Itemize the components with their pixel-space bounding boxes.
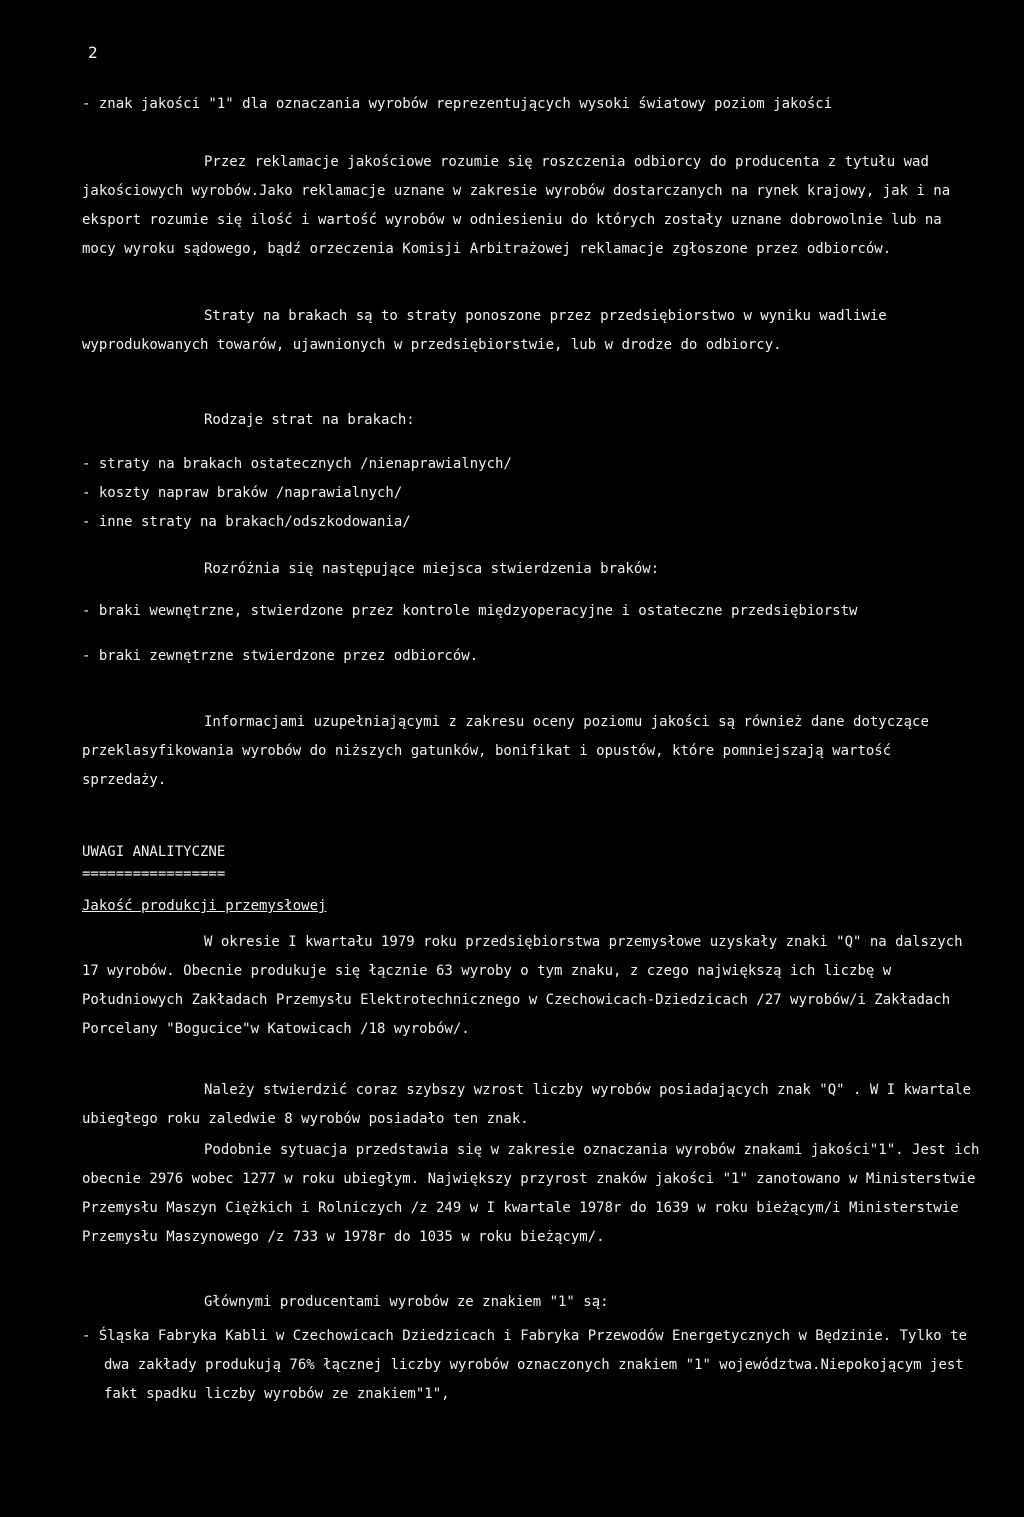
list-item: - koszty napraw braków /naprawialnych/	[82, 485, 403, 501]
paragraph: Należy stwierdzić coraz szybszy wzrost liczby wyrobów posiadających znak "Q" . W I kwartale ubiegłego roku zaledwie 8 wyrobów posiadało ten znak.	[82, 1082, 972, 1127]
list-item: - braki zewnętrzne stwierdzone przez odbiorców.	[82, 648, 479, 664]
list-item: - straty na brakach ostatecznych /nienaprawialnych/	[82, 456, 512, 472]
paragraph: Rozróżnia się następujące miejsca stwierdzenia braków:	[204, 561, 660, 577]
paragraph: Straty na brakach są to straty ponoszone przez przedsiębiorstwo w wyniku wadliwie wyprodukowanych towarów, ujawnionych w przedsiębiorstwie, lub w drodze do odbiorcy.	[82, 308, 887, 353]
subsection-heading	[82, 892, 982, 921]
defect-places-heading-block	[82, 555, 982, 584]
list-item: - braki wewnętrzne, stwierdzone przez kontrole międzyoperacyjne i ostateczne przedsiębiorstw	[82, 603, 858, 619]
section-title-underline: =================	[82, 866, 226, 882]
paragraph-losses	[82, 302, 982, 360]
page-number: 2	[88, 43, 98, 62]
section-title: UWAGI ANALITYCZNE	[82, 844, 226, 860]
producers-list	[82, 1322, 982, 1409]
paragraph: Przez reklamacje jakościowe rozumie się roszczenia odbiorcy do producenta z tytułu wad jakościowych wyrobów.Jako reklamacje uznane w zakresie wyrobów dostarczanych na rynek krajowy, jak i na eksport rozumie się ilość i wartość wyrobów w odniesieniu do których zostały uznane dobrowolnie lub na mocy wyroku sądowego, bądź orzeczenia Komisji Arbitrażowej reklamacje zgłoszone przez odbiorców.	[82, 154, 951, 257]
paragraph: Informacjami uzupełniającymi z zakresu oceny poziomu jakości są również dane dotyczące przeklasyfikowania wyrobów do niższych gatunków, bonifikat i opustów, które pomniejszają wartość sprzedaży.	[82, 714, 929, 788]
paragraph-supplementary	[82, 708, 982, 795]
subsection-title: Jakość produkcji przemysłowej	[82, 898, 327, 914]
paragraph: Rodzaje strat na brakach:	[204, 412, 415, 428]
paragraph-q-growth	[82, 1076, 982, 1134]
paragraph-q-marks	[82, 928, 982, 1044]
section-heading	[82, 841, 982, 885]
list-item: - Śląska Fabryka Kabli w Czechowicach Dziedzicach i Fabryka Przewodów Energetycznych w Będzinie. Tylko te dwa zakłady produkują 76% łącznej liczby wyrobów oznaczonych znakiem "1" województwa.Niepokojącym jest fakt spadku liczby wyrobów ze znakiem"1",	[82, 1328, 968, 1402]
paragraph: W okresie I kwartału 1979 roku przedsiębiorstwa przemysłowe uzyskały znaki "Q" na dalszych 17 wyrobów. Obecnie produkuje się łącznie 63 wyroby o tym znaku, z czego największą ich liczbę w Południowych Zakładach Przemysłu Elektrotechnicznego w Czechowicach-Dziedzicach /27 wyrobów/i Zakładach Porcelany "Bogucice"w Katowicach /18 wyrobów/.	[82, 934, 963, 1037]
defect-places-list	[82, 597, 982, 671]
paragraph: Podobnie sytuacja przedstawia się w zakresie oznaczania wyrobów znakami jakości"1". Jest ich obecnie 2976 wobec 1277 w roku ubiegłym. Największy przyrost znaków jakości "1" zanotowano w Ministerstwie Przemysłu Maszyn Ciężkich i Rolniczych /z 249 w I kwartale 1978r do 1639 w roku bieżącym/i Ministerstwie Przemysłu Maszynowego /z 733 w 1978r do 1035 w roku bieżącym/.	[82, 1142, 980, 1245]
paragraph-complaints	[82, 148, 982, 264]
quality-mark-item	[82, 90, 982, 119]
producers-heading-block	[82, 1288, 982, 1317]
paragraph: Głównymi producentami wyrobów ze znakiem "1" są:	[204, 1294, 609, 1310]
loss-types-list	[82, 450, 982, 537]
paragraph-1-marks	[82, 1136, 982, 1252]
loss-types-heading-block	[82, 406, 982, 435]
list-item: - znak jakości "1" dla oznaczania wyrobów reprezentujących wysoki światowy poziom jakości	[82, 96, 833, 112]
list-item: - inne straty na brakach/odszkodowania/	[82, 514, 411, 530]
